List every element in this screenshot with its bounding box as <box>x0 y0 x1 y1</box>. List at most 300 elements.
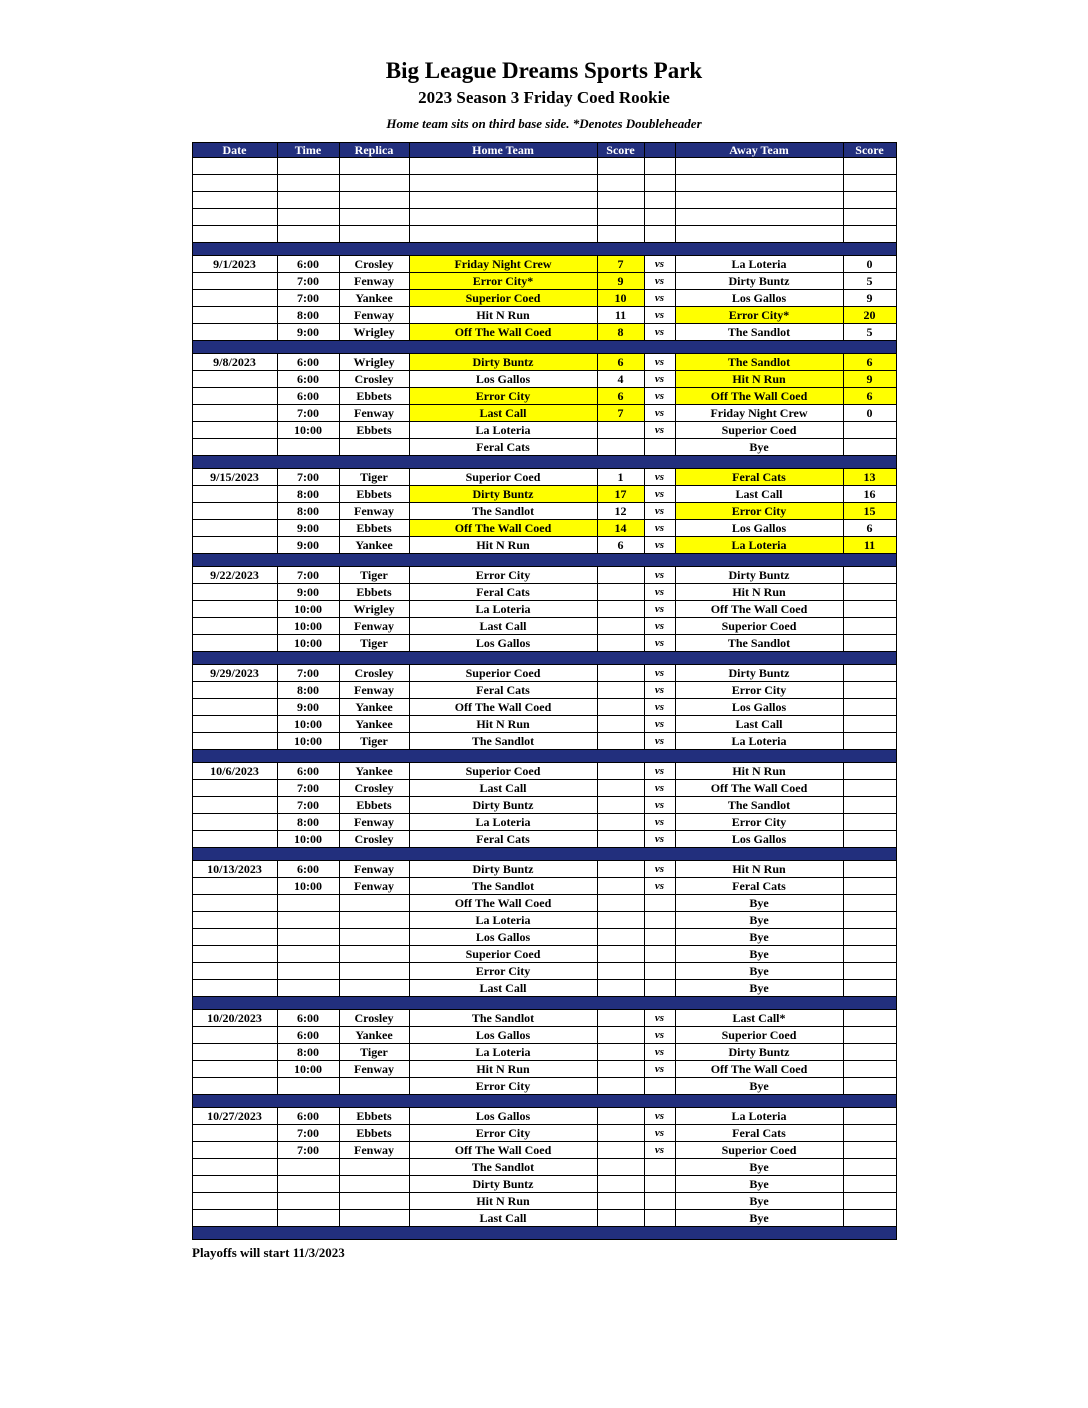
away-team-cell: Bye <box>675 1078 843 1095</box>
vs-cell: vs <box>644 354 675 371</box>
vs-cell <box>644 929 675 946</box>
time-cell: 6:00 <box>277 1010 339 1027</box>
home-team-cell: La Loteria <box>409 422 597 439</box>
away-team-cell: Superior Coed <box>675 618 843 635</box>
home-team-cell: Last Call <box>409 618 597 635</box>
vs-cell: vs <box>644 1108 675 1125</box>
away-score-cell <box>843 861 896 878</box>
header-cell-score-home: Score <box>597 143 644 158</box>
away-score-cell <box>843 980 896 997</box>
time-cell: 6:00 <box>277 388 339 405</box>
empty-cell <box>192 158 277 175</box>
date-cell: 9/8/2023 <box>192 354 277 371</box>
vs-cell: vs <box>644 831 675 848</box>
replica-cell <box>339 1210 409 1227</box>
vs-cell <box>644 1193 675 1210</box>
home-team-cell: Dirty Buntz <box>409 861 597 878</box>
home-score-cell: 12 <box>597 503 644 520</box>
home-score-cell: 9 <box>597 273 644 290</box>
home-score-cell <box>597 831 644 848</box>
away-score-cell <box>843 946 896 963</box>
home-score-cell <box>597 635 644 652</box>
game-row <box>192 388 896 405</box>
vs-cell <box>644 980 675 997</box>
game-row <box>192 963 896 980</box>
time-cell: 9:00 <box>277 520 339 537</box>
date-cell <box>192 716 277 733</box>
away-team-cell: The Sandlot <box>675 324 843 341</box>
game-row <box>192 1159 896 1176</box>
home-team-cell: Los Gallos <box>409 1027 597 1044</box>
vs-cell: vs <box>644 307 675 324</box>
home-score-cell: 1 <box>597 469 644 486</box>
page-subtitle: 2023 Season 3 Friday Coed Rookie <box>418 88 670 107</box>
time-cell: 8:00 <box>277 682 339 699</box>
home-score-cell: 6 <box>597 537 644 554</box>
home-team-cell: Feral Cats <box>409 439 597 456</box>
away-score-cell <box>843 1061 896 1078</box>
separator-row <box>192 750 896 763</box>
home-score-cell <box>597 665 644 682</box>
replica-cell: Ebbets <box>339 388 409 405</box>
away-score-cell: 11 <box>843 537 896 554</box>
away-score-cell: 9 <box>843 290 896 307</box>
game-row <box>192 763 896 780</box>
away-team-cell: La Loteria <box>675 256 843 273</box>
game-row <box>192 1125 896 1142</box>
replica-cell: Tiger <box>339 567 409 584</box>
empty-cell <box>597 192 644 209</box>
home-team-cell: Superior Coed <box>409 946 597 963</box>
home-score-cell <box>597 716 644 733</box>
date-cell <box>192 797 277 814</box>
home-score-cell: 6 <box>597 354 644 371</box>
replica-cell: Fenway <box>339 861 409 878</box>
date-cell <box>192 584 277 601</box>
home-team-cell: Dirty Buntz <box>409 1176 597 1193</box>
time-cell: 7:00 <box>277 797 339 814</box>
time-cell: 8:00 <box>277 1044 339 1061</box>
home-score-cell <box>597 895 644 912</box>
separator-cell <box>192 341 896 354</box>
empty-cell <box>339 175 409 192</box>
empty-cell <box>339 158 409 175</box>
date-cell <box>192 1061 277 1078</box>
header-cell-time: Time <box>277 143 339 158</box>
separator-row <box>192 652 896 665</box>
home-score-cell <box>597 584 644 601</box>
game-row <box>192 1176 896 1193</box>
home-score-cell <box>597 1142 644 1159</box>
vs-cell: vs <box>644 665 675 682</box>
away-team-cell: Error City <box>675 814 843 831</box>
vs-cell: vs <box>644 1142 675 1159</box>
replica-cell: Ebbets <box>339 486 409 503</box>
away-team-cell: Feral Cats <box>675 878 843 895</box>
time-cell: 7:00 <box>277 405 339 422</box>
home-team-cell: Last Call <box>409 1210 597 1227</box>
empty-cell <box>409 158 597 175</box>
away-team-cell: Bye <box>675 980 843 997</box>
away-team-cell: Dirty Buntz <box>675 665 843 682</box>
time-cell <box>277 929 339 946</box>
home-score-cell: 8 <box>597 324 644 341</box>
empty-cell <box>597 209 644 226</box>
home-team-cell: La Loteria <box>409 814 597 831</box>
away-score-cell: 13 <box>843 469 896 486</box>
time-cell <box>277 439 339 456</box>
date-cell <box>192 388 277 405</box>
home-team-cell: Hit N Run <box>409 1193 597 1210</box>
vs-cell <box>644 1159 675 1176</box>
home-team-cell: Error City <box>409 963 597 980</box>
date-cell <box>192 895 277 912</box>
away-score-cell: 0 <box>843 256 896 273</box>
replica-cell: Crosley <box>339 665 409 682</box>
game-row <box>192 946 896 963</box>
away-score-cell <box>843 618 896 635</box>
home-score-cell <box>597 422 644 439</box>
home-score-cell: 7 <box>597 405 644 422</box>
replica-cell <box>339 963 409 980</box>
home-score-cell <box>597 682 644 699</box>
home-score-cell: 14 <box>597 520 644 537</box>
game-row <box>192 439 896 456</box>
home-team-cell: Last Call <box>409 780 597 797</box>
replica-cell: Crosley <box>339 831 409 848</box>
away-score-cell <box>843 1010 896 1027</box>
date-cell: 9/15/2023 <box>192 469 277 486</box>
away-score-cell <box>843 584 896 601</box>
game-row <box>192 1193 896 1210</box>
game-row <box>192 584 896 601</box>
time-cell <box>277 1193 339 1210</box>
away-score-cell <box>843 439 896 456</box>
replica-cell: Tiger <box>339 635 409 652</box>
replica-cell: Crosley <box>339 256 409 273</box>
vs-cell: vs <box>644 763 675 780</box>
home-score-cell: 10 <box>597 290 644 307</box>
away-score-cell: 6 <box>843 354 896 371</box>
separator-row <box>192 1227 896 1240</box>
replica-cell: Tiger <box>339 1044 409 1061</box>
replica-cell: Yankee <box>339 290 409 307</box>
game-row <box>192 618 896 635</box>
replica-cell: Ebbets <box>339 584 409 601</box>
game-row <box>192 929 896 946</box>
separator-cell <box>192 652 896 665</box>
vs-cell <box>644 1176 675 1193</box>
home-team-cell: Dirty Buntz <box>409 354 597 371</box>
time-cell: 7:00 <box>277 1125 339 1142</box>
replica-cell: Fenway <box>339 618 409 635</box>
empty-cell <box>597 175 644 192</box>
vs-cell: vs <box>644 780 675 797</box>
home-score-cell <box>597 618 644 635</box>
home-score-cell: 17 <box>597 486 644 503</box>
away-team-cell: Los Gallos <box>675 290 843 307</box>
replica-cell: Fenway <box>339 307 409 324</box>
home-team-cell: Off The Wall Coed <box>409 520 597 537</box>
game-row <box>192 1078 896 1095</box>
away-team-cell: Los Gallos <box>675 831 843 848</box>
date-cell: 9/29/2023 <box>192 665 277 682</box>
home-team-cell: Error City <box>409 1078 597 1095</box>
empty-cell <box>644 192 675 209</box>
vs-cell: vs <box>644 797 675 814</box>
away-team-cell: Bye <box>675 895 843 912</box>
home-score-cell <box>597 1061 644 1078</box>
away-team-cell: Bye <box>675 963 843 980</box>
time-cell <box>277 895 339 912</box>
game-row <box>192 1108 896 1125</box>
home-team-cell: Last Call <box>409 405 597 422</box>
date-cell <box>192 912 277 929</box>
home-score-cell <box>597 567 644 584</box>
game-row <box>192 422 896 439</box>
away-team-cell: Error City* <box>675 307 843 324</box>
vs-cell: vs <box>644 1027 675 1044</box>
date-cell <box>192 682 277 699</box>
away-score-cell: 20 <box>843 307 896 324</box>
empty-cell <box>277 192 339 209</box>
separator-cell <box>192 243 896 256</box>
time-cell: 6:00 <box>277 1108 339 1125</box>
header-cell-home-team: Home Team <box>409 143 597 158</box>
home-team-cell: Los Gallos <box>409 635 597 652</box>
replica-cell: Wrigley <box>339 324 409 341</box>
time-cell: 10:00 <box>277 733 339 750</box>
home-team-cell: Superior Coed <box>409 665 597 682</box>
away-score-cell <box>843 1078 896 1095</box>
vs-cell: vs <box>644 469 675 486</box>
header-row <box>192 143 896 158</box>
away-score-cell: 16 <box>843 486 896 503</box>
date-cell: 9/1/2023 <box>192 256 277 273</box>
separator-row <box>192 243 896 256</box>
replica-cell <box>339 912 409 929</box>
home-team-cell: The Sandlot <box>409 503 597 520</box>
away-team-cell: Bye <box>675 912 843 929</box>
empty-cell <box>277 158 339 175</box>
time-cell: 7:00 <box>277 1142 339 1159</box>
home-score-cell: 7 <box>597 256 644 273</box>
away-team-cell: The Sandlot <box>675 354 843 371</box>
away-score-cell: 9 <box>843 371 896 388</box>
empty-cell <box>843 209 896 226</box>
away-score-cell <box>843 831 896 848</box>
away-score-cell: 15 <box>843 503 896 520</box>
replica-cell: Fenway <box>339 273 409 290</box>
vs-cell: vs <box>644 520 675 537</box>
empty-row <box>192 226 896 243</box>
separator-row <box>192 554 896 567</box>
empty-row <box>192 192 896 209</box>
empty-cell <box>277 209 339 226</box>
replica-cell: Ebbets <box>339 520 409 537</box>
away-team-cell: Error City <box>675 503 843 520</box>
separator-cell <box>192 1227 896 1240</box>
replica-cell: Fenway <box>339 1061 409 1078</box>
date-cell <box>192 405 277 422</box>
away-team-cell: Bye <box>675 929 843 946</box>
empty-cell <box>675 158 843 175</box>
away-team-cell: La Loteria <box>675 733 843 750</box>
replica-cell: Tiger <box>339 469 409 486</box>
date-cell: 9/22/2023 <box>192 567 277 584</box>
date-cell <box>192 699 277 716</box>
home-team-cell: The Sandlot <box>409 1010 597 1027</box>
home-score-cell <box>597 780 644 797</box>
date-cell: 10/27/2023 <box>192 1108 277 1125</box>
away-team-cell: Los Gallos <box>675 699 843 716</box>
date-cell <box>192 1078 277 1095</box>
home-score-cell <box>597 1078 644 1095</box>
game-row <box>192 1010 896 1027</box>
home-team-cell: Los Gallos <box>409 929 597 946</box>
game-row <box>192 1142 896 1159</box>
empty-cell <box>644 158 675 175</box>
away-team-cell: Bye <box>675 439 843 456</box>
game-row <box>192 699 896 716</box>
home-team-cell: Feral Cats <box>409 682 597 699</box>
vs-cell: vs <box>644 584 675 601</box>
home-score-cell <box>597 601 644 618</box>
empty-cell <box>192 175 277 192</box>
vs-cell: vs <box>644 256 675 273</box>
home-score-cell <box>597 861 644 878</box>
home-team-cell: Dirty Buntz <box>409 797 597 814</box>
date-cell <box>192 1159 277 1176</box>
away-team-cell: Hit N Run <box>675 371 843 388</box>
away-score-cell <box>843 895 896 912</box>
away-team-cell: Bye <box>675 946 843 963</box>
schedule-note: Home team sits on third base side. *Denotes Doubleheader <box>386 116 702 131</box>
away-team-cell: Los Gallos <box>675 520 843 537</box>
home-team-cell: Los Gallos <box>409 1108 597 1125</box>
replica-cell <box>339 1193 409 1210</box>
time-cell: 9:00 <box>277 537 339 554</box>
vs-cell <box>644 1210 675 1227</box>
time-cell: 10:00 <box>277 422 339 439</box>
away-team-cell: The Sandlot <box>675 797 843 814</box>
home-score-cell <box>597 878 644 895</box>
date-cell <box>192 290 277 307</box>
time-cell: 6:00 <box>277 256 339 273</box>
empty-cell <box>675 192 843 209</box>
date-cell <box>192 618 277 635</box>
game-row <box>192 797 896 814</box>
home-team-cell: Error City <box>409 388 597 405</box>
home-score-cell <box>597 929 644 946</box>
game-row <box>192 371 896 388</box>
time-cell <box>277 1078 339 1095</box>
date-cell <box>192 503 277 520</box>
home-team-cell: Off The Wall Coed <box>409 699 597 716</box>
date-cell <box>192 980 277 997</box>
vs-cell: vs <box>644 273 675 290</box>
replica-cell <box>339 1078 409 1095</box>
empty-cell <box>339 226 409 243</box>
vs-cell <box>644 946 675 963</box>
vs-cell <box>644 912 675 929</box>
away-team-cell: Off The Wall Coed <box>675 601 843 618</box>
date-cell <box>192 520 277 537</box>
game-row <box>192 405 896 422</box>
home-score-cell <box>597 1010 644 1027</box>
home-team-cell: Error City <box>409 567 597 584</box>
vs-cell: vs <box>644 618 675 635</box>
date-cell <box>192 422 277 439</box>
replica-cell: Fenway <box>339 405 409 422</box>
home-team-cell: Los Gallos <box>409 371 597 388</box>
time-cell: 7:00 <box>277 780 339 797</box>
away-team-cell: Last Call <box>675 716 843 733</box>
home-team-cell: Off The Wall Coed <box>409 1142 597 1159</box>
game-row <box>192 537 896 554</box>
away-score-cell <box>843 780 896 797</box>
schedule-table <box>192 142 897 1240</box>
time-cell: 8:00 <box>277 503 339 520</box>
replica-cell: Yankee <box>339 716 409 733</box>
replica-cell: Yankee <box>339 537 409 554</box>
empty-cell <box>675 226 843 243</box>
time-cell: 7:00 <box>277 273 339 290</box>
replica-cell: Yankee <box>339 763 409 780</box>
vs-cell: vs <box>644 1044 675 1061</box>
date-cell <box>192 1210 277 1227</box>
game-row <box>192 486 896 503</box>
game-row <box>192 1061 896 1078</box>
away-team-cell: Hit N Run <box>675 584 843 601</box>
away-team-cell: Bye <box>675 1193 843 1210</box>
away-team-cell: Superior Coed <box>675 1027 843 1044</box>
vs-cell <box>644 895 675 912</box>
home-score-cell <box>597 1108 644 1125</box>
date-cell: 10/6/2023 <box>192 763 277 780</box>
replica-cell: Crosley <box>339 371 409 388</box>
home-score-cell <box>597 763 644 780</box>
time-cell: 8:00 <box>277 486 339 503</box>
home-team-cell: La Loteria <box>409 912 597 929</box>
header-cell-score-away: Score <box>843 143 896 158</box>
game-row <box>192 878 896 895</box>
date-cell: 10/20/2023 <box>192 1010 277 1027</box>
away-team-cell: Bye <box>675 1210 843 1227</box>
game-row <box>192 273 896 290</box>
separator-row <box>192 848 896 861</box>
vs-cell: vs <box>644 733 675 750</box>
home-score-cell <box>597 912 644 929</box>
date-cell <box>192 929 277 946</box>
replica-cell <box>339 980 409 997</box>
time-cell: 7:00 <box>277 665 339 682</box>
away-score-cell <box>843 601 896 618</box>
away-score-cell <box>843 1210 896 1227</box>
date-cell <box>192 1142 277 1159</box>
separator-row <box>192 997 896 1010</box>
time-cell: 6:00 <box>277 763 339 780</box>
replica-cell: Yankee <box>339 1027 409 1044</box>
date-cell <box>192 946 277 963</box>
home-team-cell: Superior Coed <box>409 290 597 307</box>
date-cell <box>192 307 277 324</box>
away-team-cell: Feral Cats <box>675 469 843 486</box>
playoffs-note: Playoffs will start 11/3/2023 <box>192 1245 345 1260</box>
vs-cell: vs <box>644 422 675 439</box>
away-score-cell <box>843 733 896 750</box>
game-row <box>192 861 896 878</box>
